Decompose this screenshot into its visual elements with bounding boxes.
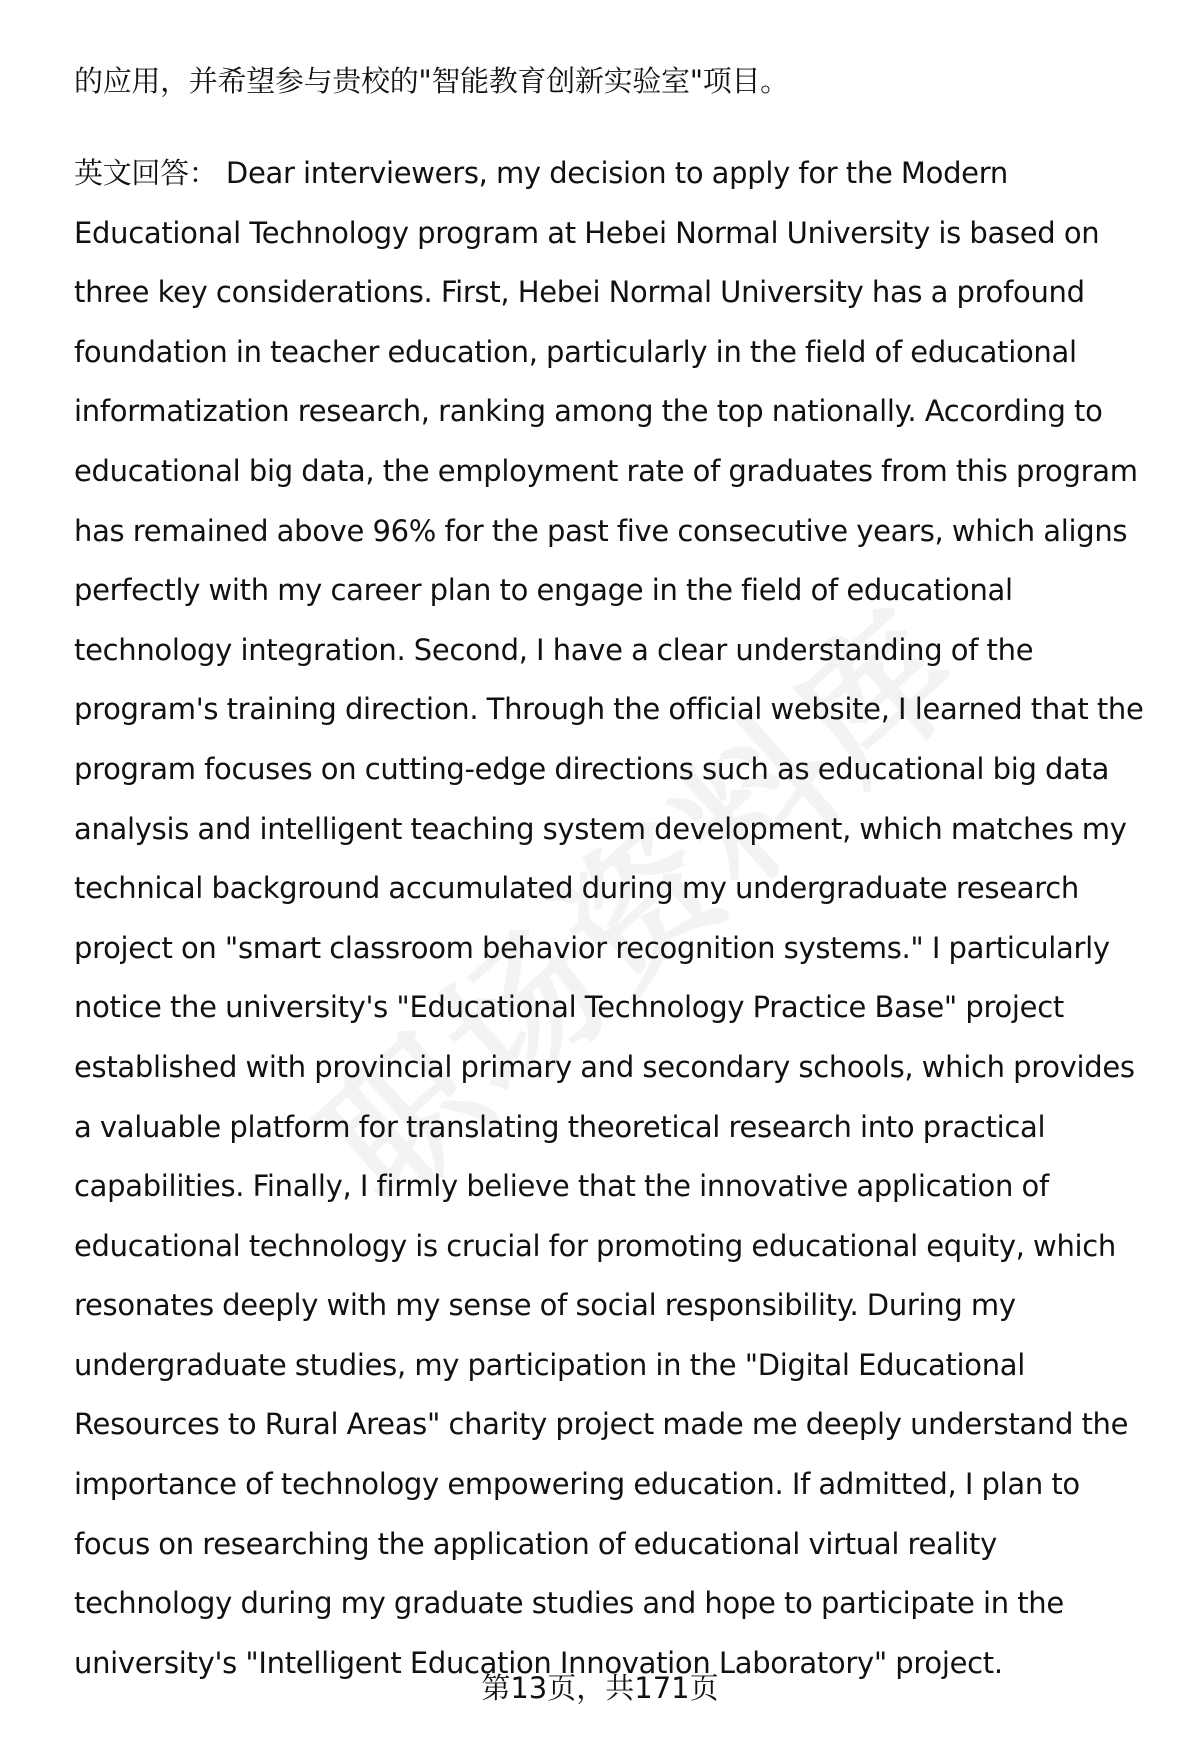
text-line: educational technology is crucial for promoting educational equity, which [74,1228,1117,1263]
page-number-footer: 第13页，共171页 [481,1671,719,1705]
text-line: program focuses on cutting-edge directions such as educational big data [74,751,1110,786]
text-line: three key considerations. First, Hebei Normal University has a profound [74,275,1085,310]
text-line: focus on researching the application of educational virtual reality [74,1526,997,1561]
text-line: technical background accumulated during my undergraduate research [74,871,1079,906]
text-line: 英文回答： Dear interviewers, my decision to apply for the Modern [74,156,1008,190]
text-line: project on "smart classroom behavior recognition systems." I particularly [74,930,1110,965]
text-line: technology integration. Second, I have a clear understanding of the [74,632,1034,667]
text-line: informatization research, ranking among the top nationally. According to [74,394,1103,429]
english-answer-paragraph [74,144,1154,1693]
text-line: established with provincial primary and secondary schools, which provides [74,1049,1135,1084]
text-line: capabilities. Finally, I firmly believe that the innovative application of [74,1169,1049,1204]
intro-paragraph [74,60,1154,102]
text-line: has remained above 96% for the past five consecutive years, which aligns [74,513,1128,548]
text-line: program's training direction. Through the official website, I learned that the [74,692,1144,727]
text-line: resonates deeply with my sense of social responsibility. During my [74,1288,1016,1323]
text-line: 的应用，并希望参与贵校的"智能教育创新实验室"项目。 [74,64,789,98]
text-line: Resources to Rural Areas" charity project made me deeply understand the [74,1407,1129,1442]
text-line: Educational Technology program at Hebei Normal University is based on [74,215,1100,250]
text-line: technology during my graduate studies and hope to participate in the [74,1586,1064,1621]
text-line: analysis and intelligent teaching system development, which matches my [74,811,1127,846]
text-line: undergraduate studies, my participation in the "Digital Educational [74,1347,1026,1382]
text-line: foundation in teacher education, particularly in the field of educational [74,334,1077,369]
text-line: perfectly with my career plan to engage in the field of educational [74,573,1013,608]
text-line: university's "Intelligent Education Innovation Laboratory" project. [74,1645,1003,1680]
text-line: importance of technology empowering education. If admitted, I plan to [74,1467,1080,1502]
text-line: notice the university's "Educational Technology Practice Base" project [74,990,1064,1025]
text-line: educational big data, the employment rate of graduates from this program [74,453,1138,488]
text-line: a valuable platform for translating theoretical research into practical [74,1109,1046,1144]
